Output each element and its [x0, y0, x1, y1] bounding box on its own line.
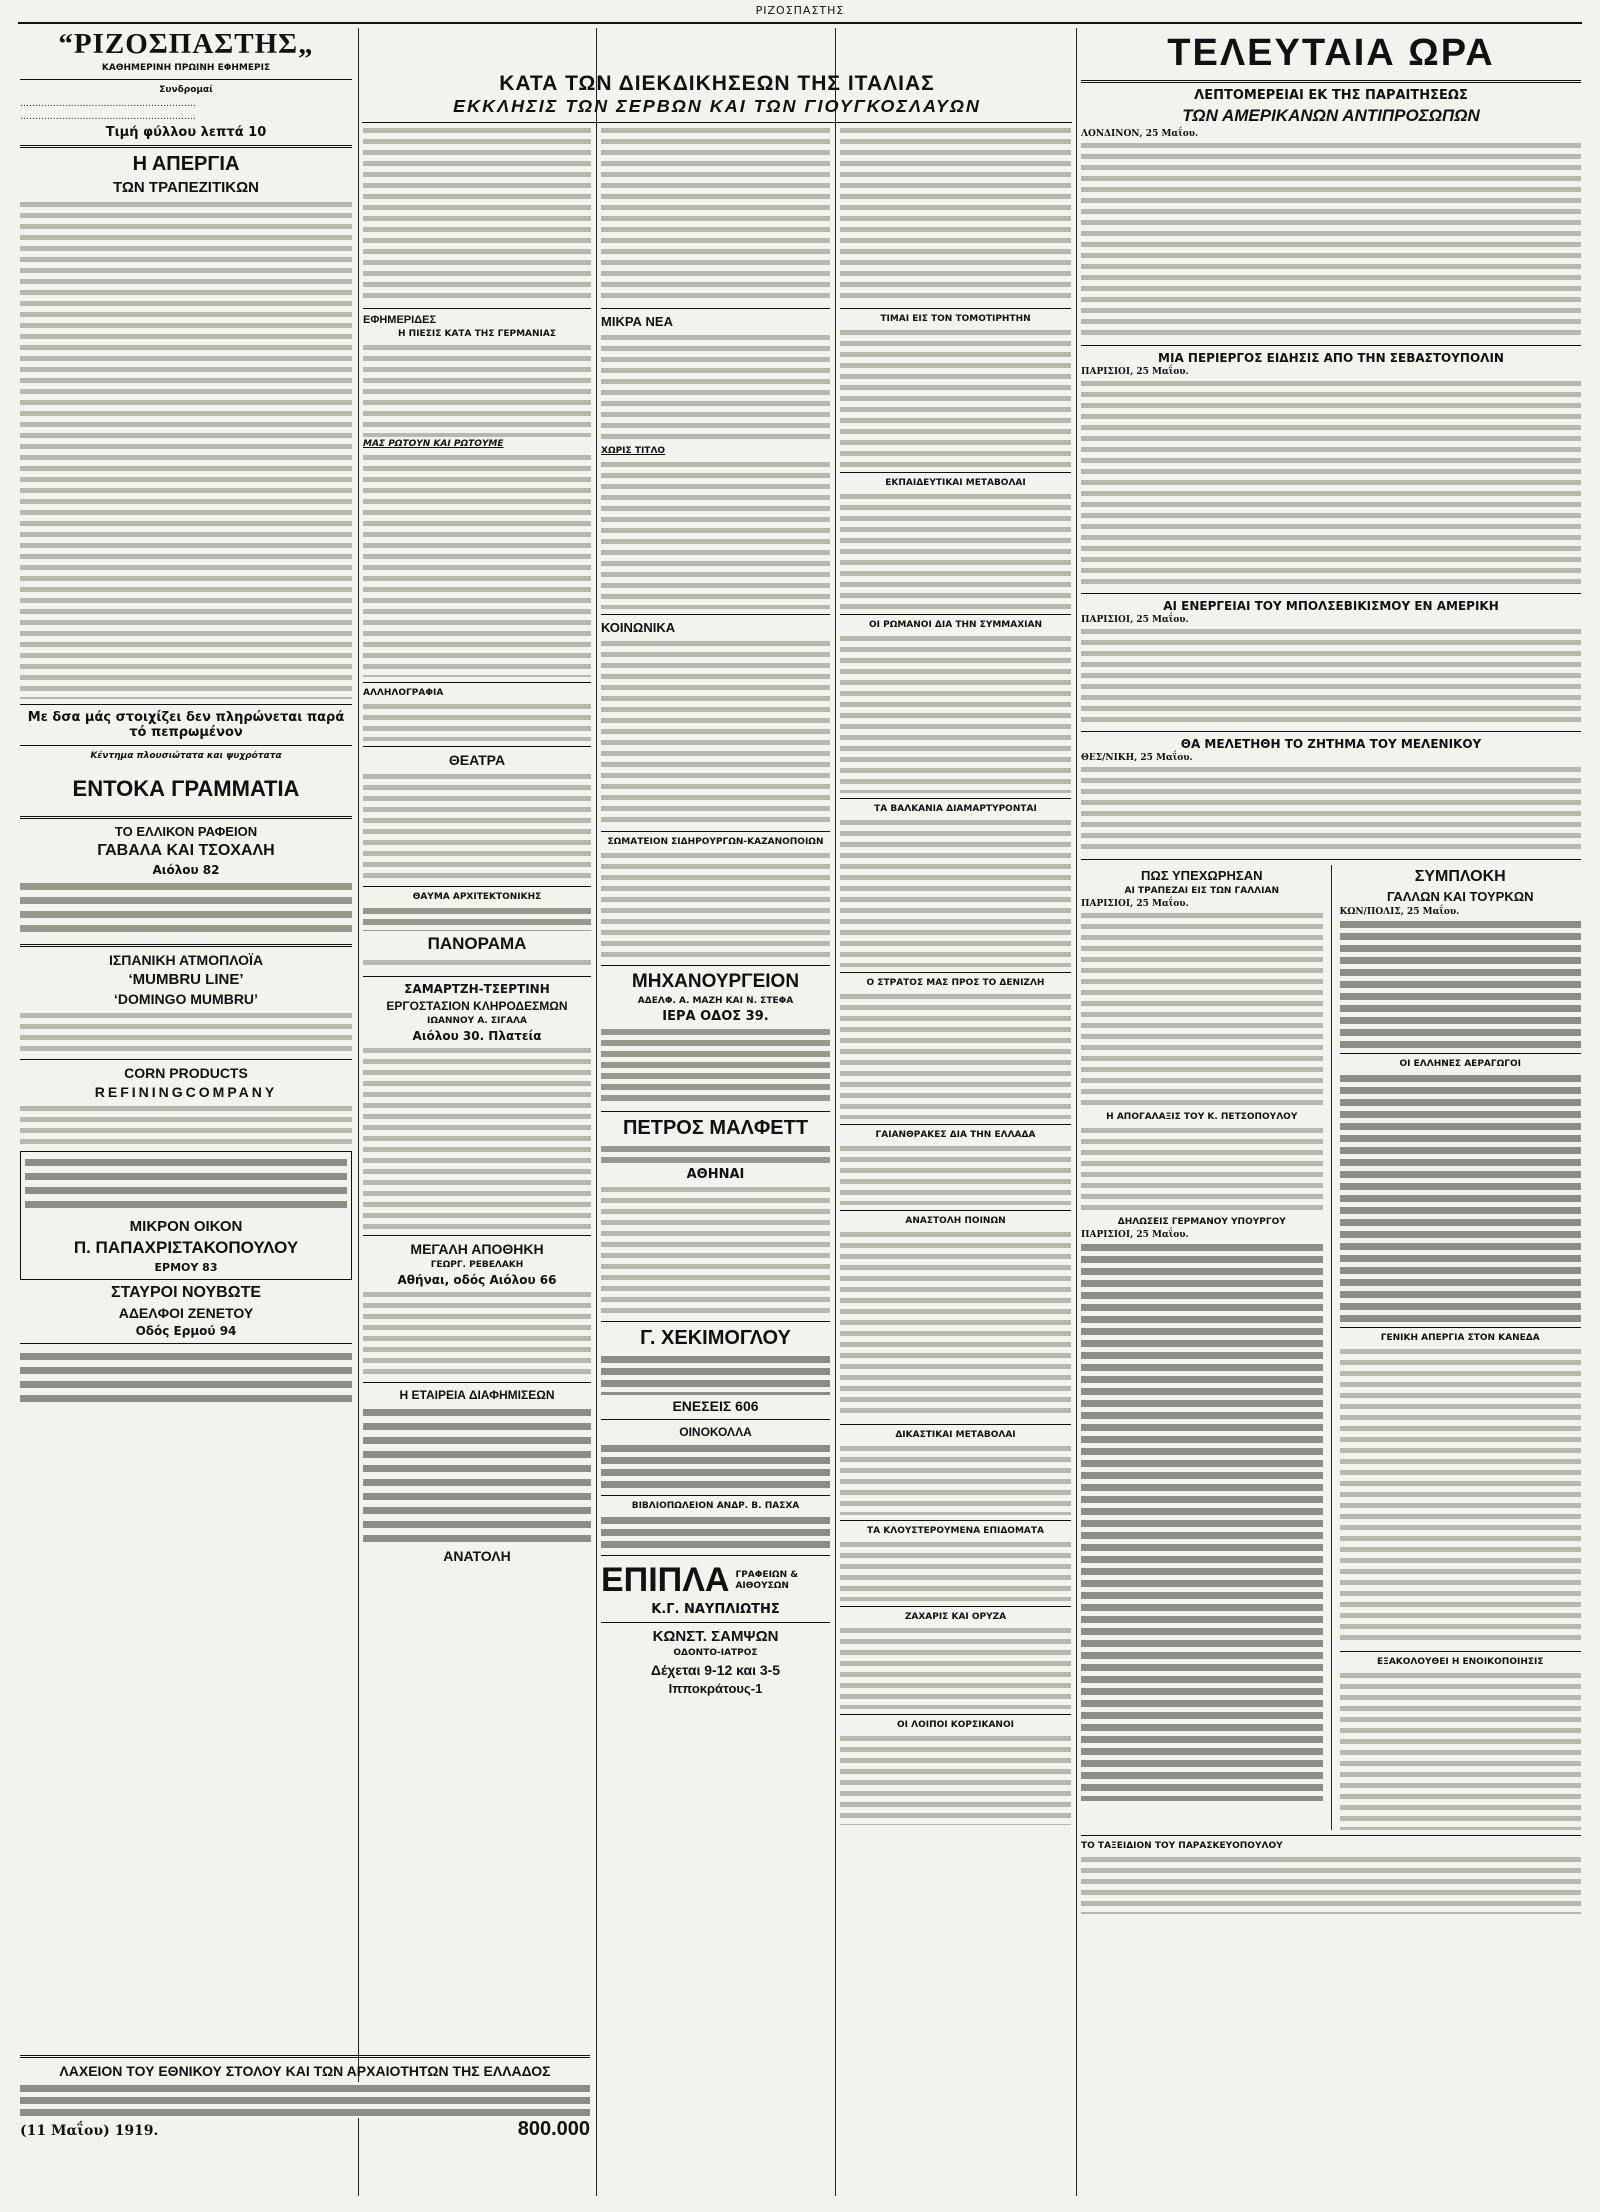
top-rule — [18, 22, 1582, 24]
ad-title: ΠΕΤΡΟΣ ΜΑΛΦΕΤΤ — [622, 1117, 809, 1139]
divider — [20, 145, 352, 148]
strike-headline: Η ΑΠΕΡΓΙΑ — [132, 152, 240, 175]
divider — [363, 976, 591, 977]
article-body — [1081, 1125, 1323, 1215]
ad-body — [20, 1010, 352, 1054]
ad-address: ΙΕΡΑ ΟΔΟΣ 39. — [662, 1009, 769, 1024]
subscription-text: ........................................................... — [20, 111, 196, 123]
ad-body — [20, 1103, 352, 1147]
lottery-footer — [20, 2118, 590, 2141]
dateline: ΚΩΝ/ΠΟΛΙΣ, 25 Μαΐου. — [1339, 907, 1460, 917]
section-head: ΖΑΧΑΡΙΣ ΚΑΙ ΟΡΥΖΑ — [904, 1612, 1007, 1622]
ad-body — [363, 1045, 591, 1230]
ad-address: Αθήναι, οδός Αιόλου 66 — [397, 1273, 557, 1287]
subscriptions-label: Συνδρομαί — [159, 85, 213, 95]
article-body — [363, 701, 591, 741]
banner-title: ΚΑΤΑ ΤΩΝ ΔΙΕΚΔΙΚΗΣΕΩΝ ΤΗΣ ΙΤΑΛΙΑΣ — [499, 72, 935, 95]
ad-title: ΜΕΓΑΛΗ ΑΠΟΘΗΚΗ — [410, 1241, 544, 1257]
divider — [840, 472, 1071, 473]
section-head: ΜΙΚΡΑ ΝΕΑ — [601, 314, 673, 329]
section-head: ΓΕΝΙΚΗ ΑΠΕΡΓΙΑ ΣΤΟΝ ΚΑΝΕΔΑ — [1380, 1333, 1540, 1343]
article-body — [840, 327, 1071, 467]
ad-title: ΕΠΙΠΛΑ — [601, 1561, 730, 1599]
lead-subheadline: ΤΩΝ ΑΜΕΡΙΚΑΝΩΝ ΑΝΤΙΠΡΟΣΩΠΩΝ — [1182, 106, 1480, 125]
divider — [601, 1622, 830, 1623]
divider — [601, 831, 830, 832]
divider — [20, 79, 352, 80]
divider — [840, 1210, 1071, 1211]
ad-title: Γ. ΧΕΚΙΜΟΓΛΟΥ — [640, 1327, 791, 1349]
article-body — [1081, 140, 1581, 340]
dateline: ΠΑΡΙΣΙΟΙ, 25 Μαΐου. — [1081, 615, 1189, 625]
article-body — [840, 1229, 1071, 1419]
divider — [1081, 731, 1581, 732]
ad-subtitle: ΑΔΕΛΦΟΙ ΖΕΝΕΤΟΥ — [118, 1304, 254, 1321]
article-body — [840, 817, 1071, 967]
ad-title: ΣΤΑΥΡΟΙ ΝΟΥΒΩΤΕ — [110, 1283, 262, 1301]
column-2 — [363, 125, 591, 2042]
ad-title: ΕΝΤΟΚΑ ΓΡΑΜΜΑΤΙΑ — [72, 775, 300, 801]
divider — [601, 1495, 830, 1496]
ad-body — [601, 1184, 830, 1316]
divider — [20, 704, 352, 705]
section-subhead: ΓΑΛΛΩΝ ΚΑΙ ΤΟΥΡΚΩΝ — [1386, 889, 1534, 904]
section-head: ΟΙ ΛΟΙΠΟΙ ΚΟΡΣΙΚΑΝΟΙ — [897, 1720, 1014, 1730]
column-rule — [596, 28, 597, 2196]
section-head: ΔΗΛΩΣΕΙΣ ΓΕΡΜΑΝΟΥ ΥΠΟΥΡΓΟΥ — [1117, 1217, 1286, 1227]
ad-title: ΕΡΓΟΣΤΑΣΙΟΝ ΚΛΗΡΟΔΕΣΜΩΝ — [386, 999, 568, 1013]
notice-line: Με δσα μάς στοιχίζει δεν πληρώνεται παρά τό πεπρωμένον — [27, 709, 345, 740]
column-1 — [20, 28, 352, 2196]
dateline: ΘΕΣ/ΝΙΚΗ, 25 Μαΐου. — [1081, 753, 1193, 763]
section-head: ΣΩΜΑΤΕΙΟΝ ΣΙΔΗΡΟΥΡΓΩΝ-ΚΑΖΑΝΟΠΟΙΩΝ — [607, 837, 824, 847]
article-body — [363, 905, 591, 931]
lottery-date: (11 Μαΐου) 1919. — [20, 2123, 159, 2139]
divider — [601, 1111, 830, 1112]
section-head: ΟΙ ΡΩΜΑΝΟΙ ΔΙΑ ΤΗΝ ΣΥΜΜΑΧΙΑΝ — [868, 620, 1043, 630]
divider — [840, 972, 1071, 973]
ad-body — [601, 1442, 830, 1490]
divider — [601, 614, 830, 615]
divider — [363, 1382, 591, 1383]
divider — [20, 944, 352, 947]
lottery-title: ΛΑΧΕΙΟΝ ΤΟΥ ΕΘΝΙΚΟΥ ΣΤΟΛΟΥ ΚΑΙ ΤΩΝ ΑΡΧΑΙΟΤΗΤΩΝ ΤΗΣ ΕΛΛΑΔΟΣ — [59, 2063, 551, 2079]
section-head: ΚΟΙΝΩΝΙΚΑ — [601, 620, 676, 635]
article-body — [20, 199, 352, 699]
article-body — [840, 491, 1071, 609]
split-section — [1081, 865, 1581, 1830]
ad-subtitle: ΓΑΒΑΛΑ ΚΑΙ ΤΣΟΧΑΛΗ — [97, 841, 275, 859]
divider — [362, 122, 1072, 123]
section-head: ΓΑΙΑΝΘΡΑΚΕΣ ΔΙΑ ΤΗΝ ΕΛΛΑΔΑ — [875, 1130, 1036, 1140]
section-head: ΤΟ ΤΑΞΕΙΔΙΟΝ ΤΟΥ ΠΑΡΑΣΚΕΥΟΠΟΥΛΟΥ — [1081, 1841, 1283, 1851]
divider — [1340, 1651, 1582, 1652]
ad-title: ΠΑΝΟΡΑΜΑ — [427, 934, 527, 953]
divider — [601, 1321, 830, 1322]
ad-title: ΚΩΝΣΤ. ΣΑΜΨΩΝ — [652, 1628, 779, 1645]
article-body — [601, 125, 830, 303]
column-rule — [358, 28, 359, 2196]
article-body — [840, 991, 1071, 1119]
strike-subheadline: ΤΩΝ ΤΡΑΠΕΖΙΤΙΚΩΝ — [113, 178, 259, 196]
article-body — [363, 452, 591, 677]
section-head: ΤΙΜΑΙ ΕΙΣ ΤΟΝ ΤΟΜΟΤΙΡΗΤΗΝ — [880, 314, 1031, 324]
article-body — [363, 957, 591, 971]
ad-subtitle: Π. ΠΑΠΑΧΡΙΣΤΑΚΟΠΟΥΛΟΥ — [73, 1237, 299, 1257]
divider — [1340, 1327, 1582, 1328]
ad-subtitle: REFININGCOMPANY — [94, 1083, 278, 1100]
section-head: Ο ΣΤΡΑΤΟΣ ΜΑΣ ΠΡΟΣ ΤΟ ΔΕΝΙΖΛΗ — [866, 978, 1045, 988]
section-subhead: ΑΙ ΤΡΑΠΕΖΑΙ ΕΙΣ ΤΩΝ ΓΑΛΛΙΑΝ — [1124, 886, 1279, 896]
divider — [840, 1520, 1071, 1521]
article-body — [840, 125, 1071, 303]
article-body — [601, 638, 830, 826]
divider — [20, 1059, 352, 1060]
divider — [840, 308, 1071, 309]
article-body — [1340, 1072, 1582, 1322]
column-rule — [835, 28, 836, 2196]
article-body — [1081, 910, 1323, 1110]
ad-address: Οδός Ερμού 94 — [135, 1323, 237, 1338]
divider — [20, 2055, 590, 2058]
section-head: ΤΑ ΚΛΟΥΣΤΕΡΟΥΜΕΝΑ ΕΠΙΔΟΜΑΤΑ — [867, 1526, 1044, 1536]
section-head: ΑΙ ΕΝΕΡΓΕΙΑΙ ΤΟΥ ΜΠΟΛΣΕΒΙΚΙΣΜΟΥ ΕΝ ΑΜΕΡΙΚΗ — [1163, 599, 1499, 613]
article-body — [601, 459, 830, 609]
article-body — [840, 1143, 1071, 1205]
ad-body — [601, 1514, 830, 1550]
center-banner — [362, 72, 1072, 128]
article-body — [840, 633, 1071, 793]
article-body — [1340, 1670, 1582, 1830]
ad-title: ΜΙΚΡΟΝ ΟΙΚΟΝ — [129, 1217, 243, 1235]
article-body — [601, 332, 830, 444]
column-rule — [1076, 28, 1077, 2196]
column-5 — [1081, 28, 1581, 2196]
furniture-ad — [601, 1561, 830, 1600]
lead-headline: ΛΕΠΤΟΜΕΡΕΙΑΙ ΕΚ ΤΗΣ ΠΑΡΑΙΤΗΣΕΩΣ — [1194, 88, 1468, 103]
divider — [363, 1235, 591, 1236]
ad-body — [363, 1405, 591, 1545]
ad-title: ΜΗΧΑΝΟΥΡΓΕΙΟΝ — [631, 971, 800, 992]
ad-address: Αιόλου 82 — [152, 862, 220, 877]
section-head: ΠΩΣ ΥΠΕΧΩΡΗΣΑΝ — [1141, 868, 1263, 883]
section-head: ΤΑ ΒΑΛΚΑΝΙΑ ΔΙΑΜΑΡΤΥΡΟΝΤΑΙ — [874, 804, 1037, 814]
ad-title: ΟΙΝΟΚΟΛΛΑ — [679, 1425, 752, 1439]
ad-body — [20, 1349, 352, 1403]
section-head: ΘΑ ΜΕΛΕΤΗΘΗ ΤΟ ΖΗΤΗΜΑ ΤΟΥ ΜΕΛΕΝΙΚΟΥ — [1180, 737, 1482, 751]
divider — [601, 965, 830, 966]
banner-subtitle: ΕΚΚΛΗΣΙΣ ΤΩΝ ΣΕΡΒΩΝ ΚΑΙ ΤΩΝ ΓΙΟΥΓΚΟΣΛΑΥΩΝ — [453, 96, 981, 116]
ad-body — [20, 879, 352, 939]
divider — [840, 1424, 1071, 1425]
section-head: ΟΙ ΕΛΛΗΝΕΣ ΑΕΡΑΓΩΓΟΙ — [1399, 1059, 1521, 1069]
ad-body — [601, 1026, 830, 1106]
section-head: ΕΞΑΚΟΛΟΥΘΕΙ Η ΕΝΟΙΚΟΠΟΙΗΣΙΣ — [1376, 1657, 1544, 1667]
ad-body — [25, 1155, 347, 1215]
ad-subtitle: ‘DOMINGO MUMBRU’ — [114, 990, 258, 1007]
divider — [601, 308, 830, 309]
column-3 — [601, 125, 830, 2196]
article-body — [1340, 918, 1582, 1048]
ad-title: ΣΑΜΑΡΤΖΗ-ΤΣΕΡΤΙΝΗ — [404, 982, 550, 996]
divider — [20, 816, 352, 819]
article-body — [1081, 1854, 1581, 1914]
article-body — [1081, 378, 1581, 588]
article-body — [840, 1539, 1071, 1601]
article-body — [840, 1625, 1071, 1709]
column-4 — [840, 125, 1071, 2196]
lottery-amount: 800.000 — [517, 2118, 590, 2140]
article-body — [601, 850, 830, 960]
last-hour-banner: ΤΕΛΕΥΤΑΙΑ ΩΡΑ — [1167, 32, 1495, 74]
masthead-title: “ΡΙΖΟΣΠΑΣΤΗΣ„ — [58, 28, 314, 60]
section-head: ΣΥΜΠΛΟΚΗ — [1414, 868, 1506, 885]
divider — [1081, 593, 1581, 594]
running-head: ΡΙΖΟΣΠΑΣΤΗΣ — [755, 4, 845, 17]
ad-name: Κ.Γ. ΝΑΥΠΛΙΩΤΗΣ — [651, 1602, 780, 1617]
section-head: ΕΦΗΜΕΡΙΔΕΣ — [363, 314, 437, 326]
ad-address: ΑΘΗΝΑΙ — [686, 1167, 745, 1182]
banks-article — [1081, 865, 1323, 1830]
dateline: ΠΑΡΙΣΙΟΙ, 25 Μαΐου. — [1081, 367, 1189, 377]
divider — [601, 1555, 830, 1556]
article-body — [363, 342, 591, 437]
ad-body — [601, 1143, 830, 1165]
divider — [363, 746, 591, 747]
divider — [1081, 345, 1581, 346]
section-head: ΧΩΡΙΣ ΤΙΤΛΟ — [601, 446, 666, 456]
subscription-text: ........................................................... — [20, 98, 196, 109]
lottery-body — [20, 2082, 590, 2118]
dateline: ΛΟΝΔΙΝΟΝ, 25 Μαΐου. — [1081, 129, 1199, 139]
ad-subtitle: ΓΡΑΦΕΙΩΝ & ΑΙΘΟΥΣΩΝ — [735, 1569, 799, 1591]
divider — [363, 886, 591, 887]
ad-address: Αιόλου 30. Πλατεία — [412, 1029, 542, 1043]
divider — [363, 682, 591, 683]
article-body — [363, 771, 591, 881]
ad-subtitle: ΓΕΩΡΓ. ΡΕΒΕΛΑΚΗ — [430, 1260, 524, 1270]
section-head: ΔΙΚΑΣΤΙΚΑΙ ΜΕΤΑΒΟΛΑΙ — [895, 1430, 1016, 1440]
divider — [840, 1606, 1071, 1607]
divider — [20, 745, 352, 746]
masthead-subtitle: ΚΑΘΗΜΕΡΙΝΗ ΠΡΩΙΝΗ ΕΦΗΜΕΡΙΣ — [101, 63, 271, 73]
column-rule — [1331, 865, 1332, 1830]
clash-article — [1340, 865, 1582, 1830]
lottery-ad — [20, 2050, 590, 2141]
divider — [840, 798, 1071, 799]
section-head: ΜΑΣ ΡΩΤΟΥΝ ΚΑΙ ΡΩΤΟΥΜΕ — [363, 439, 504, 449]
price-label: Τιμή φύλλου λεπτά 10 — [105, 124, 267, 140]
ad-subtitle: ΕΝΕΣΕΙΣ 606 — [672, 1398, 759, 1414]
ad-subtitle: ΟΔΟΝΤΟ-ΙΑΤΡΟΣ — [673, 1648, 758, 1658]
divider — [1340, 1053, 1582, 1054]
section-head: ΑΝΑΣΤΟΛΗ ΠΟΙΝΩΝ — [905, 1216, 1006, 1226]
ad-subtitle: ‘MUMBRU LINE’ — [128, 970, 244, 988]
article-body — [1081, 764, 1581, 854]
divider — [840, 1124, 1071, 1125]
divider — [20, 1343, 352, 1344]
ad-subtitle: ΑΝΑΤΟΛΗ — [443, 1548, 511, 1564]
section-head: Η ΑΠΟΓΑΛΑΞΙΣ ΤΟΥ Κ. ΠΕΤΣΟΠΟΥΛΟΥ — [1106, 1112, 1298, 1122]
ad-address: Ιπποκράτους-1 — [668, 1681, 763, 1696]
article-body — [363, 125, 591, 303]
article-body — [840, 1443, 1071, 1515]
divider — [1081, 80, 1581, 83]
divider — [840, 614, 1071, 615]
section-head: ΘΕΑΤΡΑ — [448, 752, 506, 768]
divider — [363, 308, 591, 309]
dateline: ΠΑΡΙΣΙΟΙ, 25 Μαΐου. — [1081, 1230, 1189, 1240]
article-body — [1081, 1241, 1323, 1801]
section-head: ΕΚΠΑΙΔΕΥΤΙΚΑΙ ΜΕΤΑΒΟΛΑΙ — [885, 478, 1026, 488]
article-body — [1340, 1346, 1582, 1646]
notice-line: Κέντημα πλουσιώτατα και ψυχρότατα — [90, 750, 282, 761]
ad-subtitle: ΑΔΕΛΦ. Α. ΜΑΖΗ ΚΑΙ Ν. ΣΤΕΦΑ — [637, 996, 794, 1006]
ad-box — [20, 1151, 352, 1280]
section-head: ΘΑΥΜΑ ΑΡΧΙΤΕΚΤΟΝΙΚΗΣ — [412, 892, 542, 902]
ad-title: ΒΙΒΛΙΟΠΩΛΕΙΟΝ ΑΝΔΡ. Β. ΠΑΣΧΑ — [631, 1501, 800, 1511]
article-body — [840, 1733, 1071, 1825]
ad-title: Η ΕΤΑΙΡΕΙΑ ΔΙΑΦΗΜΙΣΕΩΝ — [399, 1388, 555, 1402]
ad-body — [601, 1353, 830, 1395]
ad-address: ΕΡΜΟΥ 83 — [154, 1260, 218, 1274]
ad-title: ΙΣΠΑΝΙΚΗ ΑΤΜΟΠΛΟΪΑ — [108, 951, 264, 968]
ad-title: CORN PRODUCTS — [124, 1064, 248, 1081]
divider — [1081, 1835, 1581, 1836]
section-head: ΜΙΑ ΠΕΡΙΕΡΓΟΣ ΕΙΔΗΣΙΣ ΑΠΟ ΤΗΝ ΣΕΒΑΣΤΟΥΠΟΛΙΝ — [1158, 351, 1504, 365]
section-subhead: Η ΠΙΕΣΙΣ ΚΑΤΑ ΤΗΣ ΓΕΡΜΑΝΙΑΣ — [398, 329, 556, 339]
divider — [840, 1714, 1071, 1715]
ad-subtitle: ΙΩΑΝΝΟΥ Α. ΣΙΓΑΛΑ — [427, 1016, 527, 1026]
ad-body — [363, 1289, 591, 1377]
divider — [1081, 859, 1581, 860]
ad-title: ΤΟ ΕΛΛΙΚΟΝ ΡΑΦΕΙΟΝ — [114, 823, 258, 839]
divider — [601, 1419, 830, 1420]
article-body — [1081, 626, 1581, 726]
ad-hours: Δέχεται 9-12 και 3-5 — [650, 1662, 781, 1678]
section-head: ΑΛΛΗΛΟΓΡΑΦΙΑ — [363, 688, 444, 698]
dateline: ΠΑΡΙΣΙΟΙ, 25 Μαΐου. — [1081, 899, 1189, 909]
